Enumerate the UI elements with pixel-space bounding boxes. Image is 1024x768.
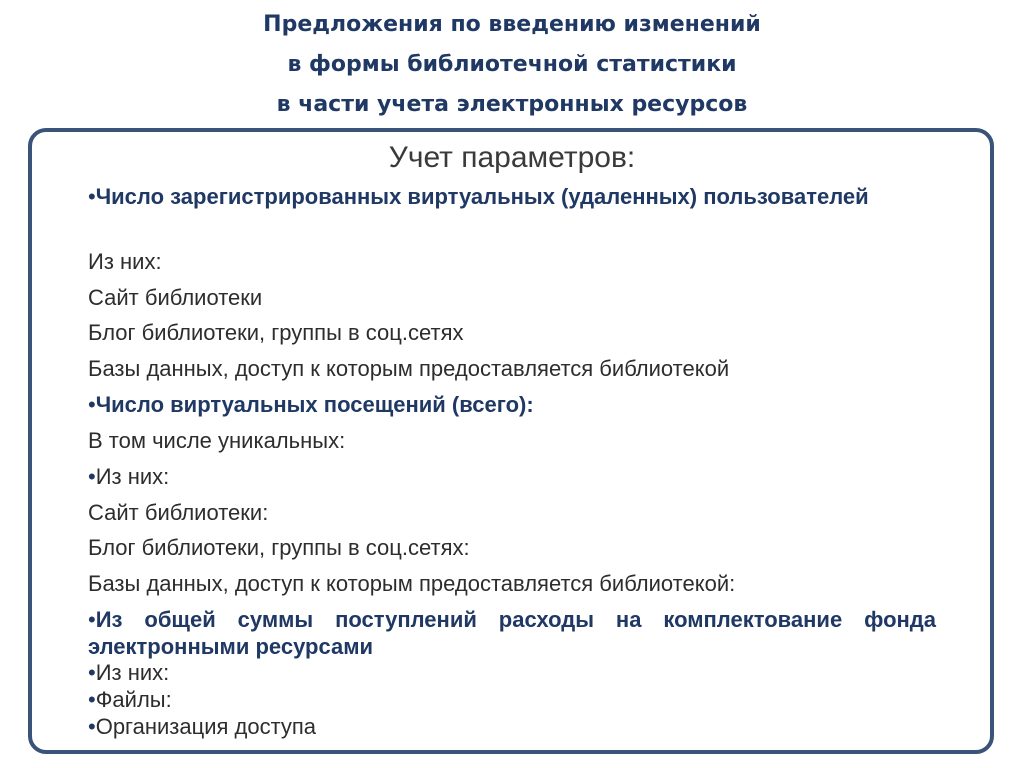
- list-item-text: Блог библиотеки, группы в соц.сетях:: [88, 535, 470, 560]
- list-item-text: Из них:: [95, 660, 170, 685]
- list-item: [88, 571, 936, 597]
- bullet-mark: •: [88, 607, 96, 632]
- list-item-text: Базы данных, доступ к которым предоставляется библиотекой: [88, 356, 730, 381]
- list-item: [88, 464, 936, 490]
- list-item: [88, 249, 936, 275]
- bullet-mark: •: [88, 392, 96, 417]
- list-item: [88, 500, 936, 526]
- bullet-mark: •: [88, 184, 96, 209]
- list-item: [88, 660, 936, 686]
- box-heading: Учет параметров:: [388, 141, 636, 174]
- list-item: [88, 535, 936, 561]
- list-item-text: Из них:: [88, 249, 162, 274]
- list-item: [88, 428, 936, 454]
- bullet-mark: •: [88, 687, 96, 712]
- list-item-text: Файлы:: [95, 687, 172, 712]
- list-item-text: Из них:: [95, 464, 170, 489]
- list-item: [88, 714, 936, 740]
- list-item: [88, 285, 936, 311]
- list-item: [88, 320, 936, 346]
- list-item: [88, 687, 936, 713]
- title-line-3: в части учета электронных ресурсов: [276, 92, 748, 117]
- title-line-1: Предложения по введению изменений: [263, 12, 761, 37]
- list-item: [88, 356, 936, 382]
- list-item: [88, 606, 936, 660]
- list-item: [88, 392, 936, 418]
- list-item-text: Базы данных, доступ к которым предоставляется библиотекой:: [88, 571, 736, 596]
- list-item-text: Из общей суммы поступлений расходы на комплектование фонда электронными ресурсами: [88, 607, 936, 659]
- bullet-mark: •: [88, 660, 96, 685]
- list-item-text: Число виртуальных посещений (всего):: [95, 392, 534, 417]
- list-item-text: Число зарегистрированных виртуальных (удаленных) пользователей: [95, 184, 869, 209]
- slide-title: [0, 5, 1024, 125]
- bullet-mark: •: [88, 714, 96, 739]
- title-line-2: в формы библиотечной статистики: [287, 52, 737, 77]
- list-item-text: Сайт библиотеки: [88, 285, 263, 310]
- list-item: [88, 183, 936, 210]
- list-item-text: Сайт библиотеки:: [88, 500, 269, 525]
- list-item-text: Блог библиотеки, группы в соц.сетях: [88, 320, 464, 345]
- bullet-mark: •: [88, 464, 96, 489]
- list-item-text: Организация доступа: [95, 714, 317, 739]
- list-item-text: В том числе уникальных:: [88, 428, 346, 453]
